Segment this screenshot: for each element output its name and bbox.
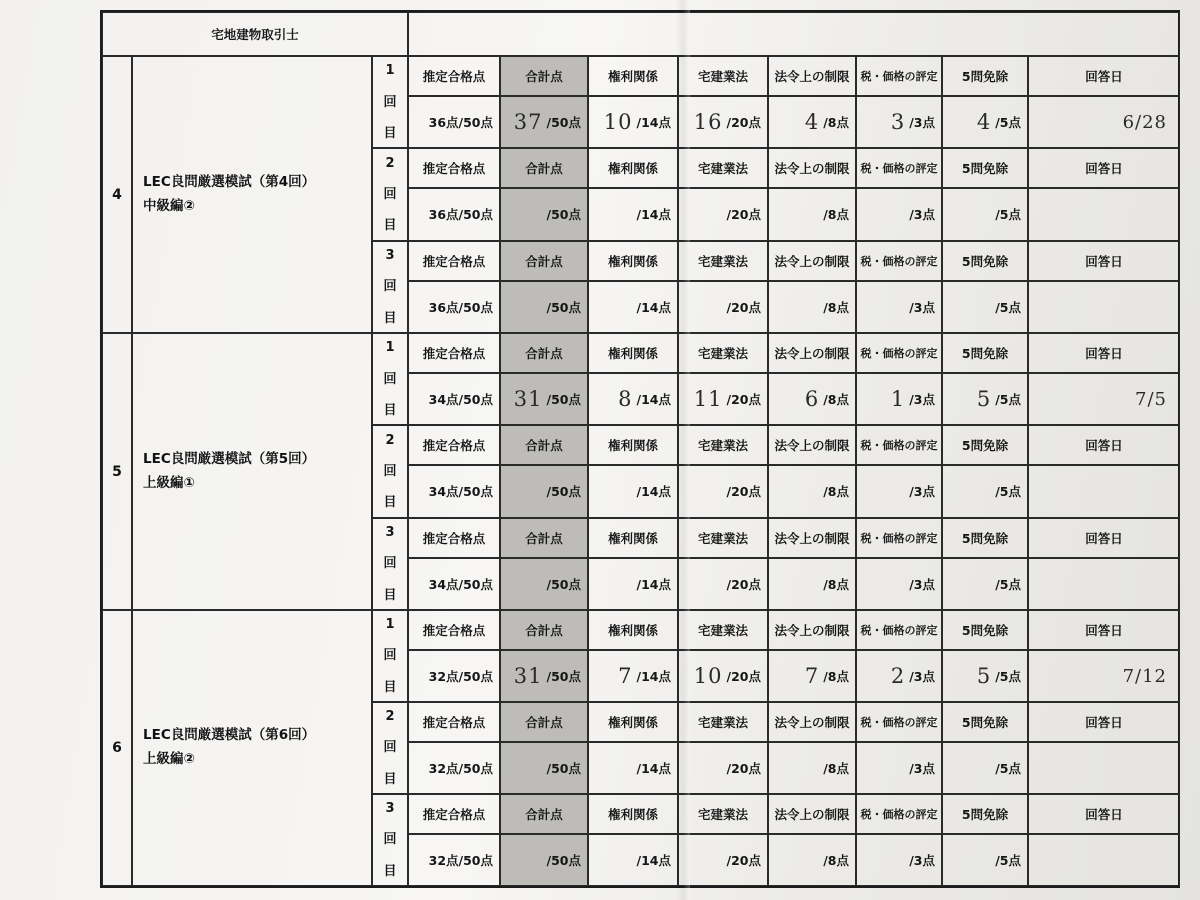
restrictions-score-cell[interactable] (768, 465, 856, 517)
tax-score: 3 (890, 110, 906, 135)
exempt-score-cell[interactable] (942, 281, 1028, 333)
total-denom: /50点 (546, 207, 581, 223)
total-denom: /50点 (546, 484, 581, 500)
tax-denom: /3点 (909, 484, 935, 500)
takken-law-score-cell[interactable] (678, 834, 768, 886)
restrictions-score-cell[interactable] (768, 96, 856, 148)
restrictions-label: 法令上の制限 (768, 794, 856, 834)
tax-score-cell[interactable] (856, 558, 942, 610)
restrictions-denom: /8点 (823, 576, 849, 592)
attempt-number: 2 (385, 155, 395, 171)
rights-score: 10 (603, 110, 633, 135)
takken-law-score-cell[interactable] (678, 188, 768, 240)
exempt-score: 5 (976, 664, 992, 688)
restrictions-denom: /8点 (823, 299, 849, 315)
answer-date-cell[interactable] (1028, 650, 1180, 702)
tax-label: 税・価格の評定 (856, 794, 942, 834)
restrictions-score-cell[interactable] (768, 650, 856, 702)
tax-label: 税・価格の評定 (856, 241, 942, 281)
exempt-score-cell[interactable] (942, 465, 1028, 517)
header-title: 宅地建物取引士 (211, 27, 299, 42)
passing-score-label: 推定合格点 (408, 425, 500, 465)
exempt-denom: /5点 (995, 299, 1021, 315)
passing-score-value: 32点/50点 (408, 742, 500, 794)
restrictions-score: 6 (804, 387, 820, 412)
rights-label: 権利関係 (588, 425, 678, 465)
section-number-cell (102, 610, 132, 886)
takken-law-label: 宅建業法 (678, 241, 768, 281)
restrictions-denom: /8点 (823, 115, 849, 131)
attempt-char-kai: 回 (383, 279, 397, 295)
rights-denom: /14点 (636, 761, 671, 776)
exempt-score-cell[interactable] (942, 373, 1028, 425)
section-number: 6 (112, 740, 122, 756)
total-label: 合計点 (500, 610, 588, 650)
total-score-cell[interactable] (500, 373, 588, 425)
rights-score-cell[interactable] (588, 558, 678, 610)
total-denom: /50点 (546, 115, 581, 131)
takken-law-label: 宅建業法 (678, 518, 768, 558)
answer-date-cell[interactable] (1028, 742, 1180, 794)
takken-law-score-cell[interactable] (678, 373, 768, 425)
attempt-char-me: 目 (383, 587, 397, 603)
paper-fold (676, 0, 690, 900)
answer-date-cell[interactable] (1028, 96, 1180, 148)
answer-date-cell[interactable] (1028, 281, 1180, 333)
attempt-number-cell (372, 610, 408, 702)
attempt-number-cell (372, 702, 408, 794)
section-title-cell (132, 56, 372, 333)
section-number: 4 (112, 186, 122, 203)
section-title-line2: 上級編② (143, 751, 195, 767)
takken-law-label: 宅建業法 (678, 56, 768, 96)
attempt-number-cell (372, 148, 408, 240)
rights-label: 権利関係 (588, 56, 678, 96)
restrictions-score-cell[interactable] (768, 742, 856, 794)
tax-score-cell[interactable] (856, 742, 942, 794)
tax-label: 税・価格の評定 (856, 148, 942, 188)
takken-law-score: 11 (693, 387, 723, 412)
attempt-number: 1 (385, 617, 395, 633)
section-title (143, 170, 315, 218)
attempt-char-me: 目 (383, 310, 397, 326)
restrictions-score-cell[interactable] (768, 373, 856, 425)
takken-law-label: 宅建業法 (678, 333, 768, 373)
passing-score-label: 推定合格点 (408, 794, 500, 834)
answer-date-label: 回答日 (1028, 518, 1180, 558)
answer-date-label: 回答日 (1028, 702, 1180, 742)
attempt-char-me: 目 (383, 863, 397, 879)
exempt-label: 5問免除 (942, 518, 1028, 558)
attempt-number-cell (372, 794, 408, 886)
answer-date-label: 回答日 (1028, 333, 1180, 373)
rights-score-cell[interactable] (588, 373, 678, 425)
exempt-denom: /5点 (995, 207, 1021, 223)
answer-date-label: 回答日 (1028, 794, 1180, 834)
section-title-cell (132, 610, 372, 886)
passing-score-label: 推定合格点 (408, 148, 500, 188)
rights-denom: /14点 (636, 853, 671, 868)
attempt-char-kai: 回 (383, 832, 397, 848)
rights-denom: /14点 (636, 392, 671, 408)
tax-score: 2 (890, 664, 906, 688)
tax-label: 税・価格の評定 (856, 425, 942, 465)
tax-score-cell[interactable] (856, 834, 942, 886)
attempt-number-cell (372, 56, 408, 148)
attempt-number: 3 (385, 801, 395, 817)
exempt-label: 5問免除 (942, 148, 1028, 188)
tax-denom: /3点 (909, 761, 935, 776)
passing-score-value: 36点/50点 (408, 281, 500, 333)
exempt-score: 4 (976, 110, 992, 135)
restrictions-denom: /8点 (823, 761, 849, 776)
answer-date-label: 回答日 (1028, 425, 1180, 465)
exempt-score-cell[interactable] (942, 834, 1028, 886)
answer-date-label: 回答日 (1028, 148, 1180, 188)
exempt-label: 5問免除 (942, 794, 1028, 834)
rights-score-cell[interactable] (588, 742, 678, 794)
exempt-denom: /5点 (995, 669, 1021, 684)
attempt-char-me: 目 (383, 495, 397, 511)
takken-law-denom: /20点 (726, 207, 761, 223)
takken-law-score-cell[interactable] (678, 742, 768, 794)
total-score-cell[interactable] (500, 834, 588, 886)
answer-date-label: 回答日 (1028, 56, 1180, 96)
restrictions-label: 法令上の制限 (768, 333, 856, 373)
tax-score: 1 (890, 387, 906, 412)
total-score-cell[interactable] (500, 558, 588, 610)
rights-denom: /14点 (636, 669, 671, 684)
exempt-score-cell[interactable] (942, 188, 1028, 240)
answer-date-cell[interactable] (1028, 834, 1180, 886)
exempt-denom: /5点 (995, 392, 1021, 408)
exempt-score-cell[interactable] (942, 558, 1028, 610)
tax-label: 税・価格の評定 (856, 518, 942, 558)
total-score-cell[interactable] (500, 742, 588, 794)
tax-denom: /3点 (909, 299, 935, 315)
takken-law-score: 10 (693, 664, 723, 688)
restrictions-label: 法令上の制限 (768, 518, 856, 558)
attempt-char-kai: 回 (383, 371, 397, 387)
total-score: 31 (513, 387, 543, 412)
passing-score-value: 36点/50点 (408, 96, 500, 148)
total-label: 合計点 (500, 794, 588, 834)
exempt-denom: /5点 (995, 576, 1021, 592)
exempt-denom: /5点 (995, 761, 1021, 776)
takken-law-score-cell[interactable] (678, 558, 768, 610)
answer-date: 7/12 (1122, 665, 1167, 687)
tax-score-cell[interactable] (856, 96, 942, 148)
takken-law-score-cell[interactable] (678, 650, 768, 702)
rights-score-cell[interactable] (588, 281, 678, 333)
exempt-label: 5問免除 (942, 610, 1028, 650)
passing-score-value: 34点/50点 (408, 558, 500, 610)
section-number-cell (102, 333, 132, 610)
tax-denom: /3点 (909, 576, 935, 592)
takken-law-denom: /20点 (726, 392, 761, 408)
answer-date-cell[interactable] (1028, 558, 1180, 610)
section-title (143, 723, 315, 771)
tax-score-cell[interactable] (856, 373, 942, 425)
passing-score-value: 32点/50点 (408, 650, 500, 702)
passing-score-label: 推定合格点 (408, 702, 500, 742)
attempt-char-kai: 回 (383, 94, 397, 110)
section-title-line1: LEC良問厳選模試（第4回） (143, 173, 316, 190)
section-title-line1: LEC良問厳選模試（第5回） (143, 450, 316, 467)
takken-law-label: 宅建業法 (678, 702, 768, 742)
attempt-number-cell (372, 333, 408, 425)
restrictions-label: 法令上の制限 (768, 56, 856, 96)
takken-law-score-cell[interactable] (678, 281, 768, 333)
section-title (143, 447, 315, 495)
exempt-denom: /5点 (995, 484, 1021, 500)
total-denom: /50点 (546, 392, 581, 408)
rights-score-cell[interactable] (588, 188, 678, 240)
total-label: 合計点 (500, 241, 588, 281)
attempt-char-kai: 回 (383, 740, 397, 756)
passing-score-label: 推定合格点 (408, 56, 500, 96)
rights-label: 権利関係 (588, 518, 678, 558)
section-number: 5 (112, 463, 122, 480)
restrictions-label: 法令上の制限 (768, 702, 856, 742)
attempt-number: 3 (385, 247, 395, 263)
takken-law-denom: /20点 (726, 484, 761, 500)
attempt-number: 1 (385, 340, 395, 356)
exempt-label: 5問免除 (942, 241, 1028, 281)
rights-denom: /14点 (636, 207, 671, 223)
exempt-label: 5問免除 (942, 56, 1028, 96)
exempt-label: 5問免除 (942, 425, 1028, 465)
attempt-number: 2 (385, 432, 395, 448)
passing-score-value: 32点/50点 (408, 834, 500, 886)
rights-denom: /14点 (636, 576, 671, 592)
passing-score-value: 34点/50点 (408, 373, 500, 425)
restrictions-score-cell[interactable] (768, 281, 856, 333)
rights-label: 権利関係 (588, 333, 678, 373)
exempt-score: 5 (976, 387, 992, 412)
takken-law-label: 宅建業法 (678, 794, 768, 834)
attempt-char-me: 目 (383, 126, 397, 142)
total-denom: /50点 (546, 761, 581, 776)
rights-denom: /14点 (636, 115, 671, 131)
answer-date-label: 回答日 (1028, 241, 1180, 281)
total-label: 合計点 (500, 518, 588, 558)
rights-label: 権利関係 (588, 702, 678, 742)
attempt-number: 2 (385, 709, 395, 725)
total-score: 31 (513, 664, 543, 688)
rights-score: 7 (618, 664, 633, 688)
exempt-label: 5問免除 (942, 333, 1028, 373)
tax-score-cell[interactable] (856, 281, 942, 333)
attempt-number-cell (372, 425, 408, 517)
section-title-line2: 中級編② (143, 197, 195, 214)
attempt-char-me: 目 (383, 218, 397, 234)
tax-denom: /3点 (909, 669, 935, 684)
restrictions-denom: /8点 (823, 853, 849, 868)
total-score: 37 (513, 110, 543, 135)
restrictions-score: 4 (804, 110, 820, 135)
total-label: 合計点 (500, 425, 588, 465)
rights-score-cell[interactable] (588, 650, 678, 702)
tax-denom: /3点 (909, 853, 935, 868)
total-denom: /50点 (546, 299, 581, 315)
total-score-cell[interactable] (500, 281, 588, 333)
tax-label: 税・価格の評定 (856, 702, 942, 742)
passing-score-label: 推定合格点 (408, 518, 500, 558)
restrictions-denom: /8点 (823, 392, 849, 408)
rights-score: 8 (618, 387, 633, 412)
answer-date-cell[interactable] (1028, 465, 1180, 517)
section-title-line2: 上級編① (143, 474, 195, 491)
total-label: 合計点 (500, 56, 588, 96)
answer-date-cell[interactable] (1028, 188, 1180, 240)
takken-law-label: 宅建業法 (678, 148, 768, 188)
takken-law-label: 宅建業法 (678, 610, 768, 650)
takken-law-label: 宅建業法 (678, 425, 768, 465)
attempt-number-cell (372, 241, 408, 333)
attempt-char-me: 目 (383, 679, 397, 695)
tax-label: 税・価格の評定 (856, 333, 942, 373)
answer-date-cell[interactable] (1028, 373, 1180, 425)
header-blank-cell (408, 12, 1180, 56)
total-label: 合計点 (500, 333, 588, 373)
takken-law-score-cell[interactable] (678, 465, 768, 517)
total-score-cell[interactable] (500, 96, 588, 148)
total-score-cell[interactable] (500, 465, 588, 517)
exempt-label: 5問免除 (942, 702, 1028, 742)
attempt-char-kai: 回 (383, 463, 397, 479)
restrictions-denom: /8点 (823, 207, 849, 223)
takken-law-denom: /20点 (726, 576, 761, 592)
total-score-cell[interactable] (500, 650, 588, 702)
attempt-number-cell (372, 518, 408, 610)
restrictions-score-cell[interactable] (768, 188, 856, 240)
restrictions-label: 法令上の制限 (768, 610, 856, 650)
section-title-line1: LEC良問厳選模試（第6回） (143, 727, 316, 743)
tax-score-cell[interactable] (856, 650, 942, 702)
takken-law-denom: /20点 (726, 853, 761, 868)
section-title-cell (132, 333, 372, 610)
attempt-char-me: 目 (383, 403, 397, 419)
restrictions-denom: /8点 (823, 669, 849, 684)
tax-denom: /3点 (909, 207, 935, 223)
attempt-char-kai: 回 (383, 556, 397, 572)
attempt-char-me: 目 (383, 771, 397, 787)
exempt-score-cell[interactable] (942, 96, 1028, 148)
passing-score-label: 推定合格点 (408, 610, 500, 650)
tax-label: 税・価格の評定 (856, 56, 942, 96)
passing-score-label: 推定合格点 (408, 333, 500, 373)
takken-law-denom: /20点 (726, 299, 761, 315)
rights-denom: /14点 (636, 299, 671, 315)
total-label: 合計点 (500, 148, 588, 188)
takken-law-score-cell[interactable] (678, 96, 768, 148)
takken-law-denom: /20点 (726, 761, 761, 776)
restrictions-score-cell[interactable] (768, 558, 856, 610)
answer-date-label: 回答日 (1028, 610, 1180, 650)
rights-score-cell[interactable] (588, 96, 678, 148)
attempt-char-kai: 回 (383, 186, 397, 202)
passing-score-value: 34点/50点 (408, 465, 500, 517)
attempt-number: 3 (385, 524, 395, 540)
tax-score-cell[interactable] (856, 465, 942, 517)
takken-law-denom: /20点 (726, 115, 761, 131)
rights-score-cell[interactable] (588, 465, 678, 517)
restrictions-score: 7 (804, 664, 820, 688)
restrictions-label: 法令上の制限 (768, 425, 856, 465)
rights-label: 権利関係 (588, 794, 678, 834)
tax-denom: /3点 (909, 115, 935, 131)
answer-date: 7/5 (1135, 388, 1167, 410)
total-score-cell[interactable] (500, 188, 588, 240)
rights-denom: /14点 (636, 484, 671, 500)
exempt-score-cell[interactable] (942, 742, 1028, 794)
total-denom: /50点 (546, 853, 581, 868)
takken-law-denom: /20点 (726, 669, 761, 684)
tax-denom: /3点 (909, 392, 935, 408)
restrictions-label: 法令上の制限 (768, 148, 856, 188)
restrictions-label: 法令上の制限 (768, 241, 856, 281)
total-denom: /50点 (546, 576, 581, 592)
answer-date: 6/28 (1122, 111, 1167, 133)
score-record-table (100, 10, 1180, 888)
header-title-cell (102, 12, 408, 56)
exempt-score-cell[interactable] (942, 650, 1028, 702)
rights-score-cell[interactable] (588, 834, 678, 886)
rights-label: 権利関係 (588, 241, 678, 281)
passing-score-label: 推定合格点 (408, 241, 500, 281)
tax-label: 税・価格の評定 (856, 610, 942, 650)
passing-score-value: 36点/50点 (408, 188, 500, 240)
restrictions-score-cell[interactable] (768, 834, 856, 886)
attempt-number: 1 (385, 63, 395, 79)
takken-law-score: 16 (693, 110, 723, 135)
total-denom: /50点 (546, 669, 581, 684)
tax-score-cell[interactable] (856, 188, 942, 240)
exempt-denom: /5点 (995, 853, 1021, 868)
exempt-denom: /5点 (995, 115, 1021, 131)
total-label: 合計点 (500, 702, 588, 742)
restrictions-denom: /8点 (823, 484, 849, 500)
rights-label: 権利関係 (588, 610, 678, 650)
attempt-char-kai: 回 (383, 648, 397, 664)
section-number-cell (102, 56, 132, 333)
rights-label: 権利関係 (588, 148, 678, 188)
